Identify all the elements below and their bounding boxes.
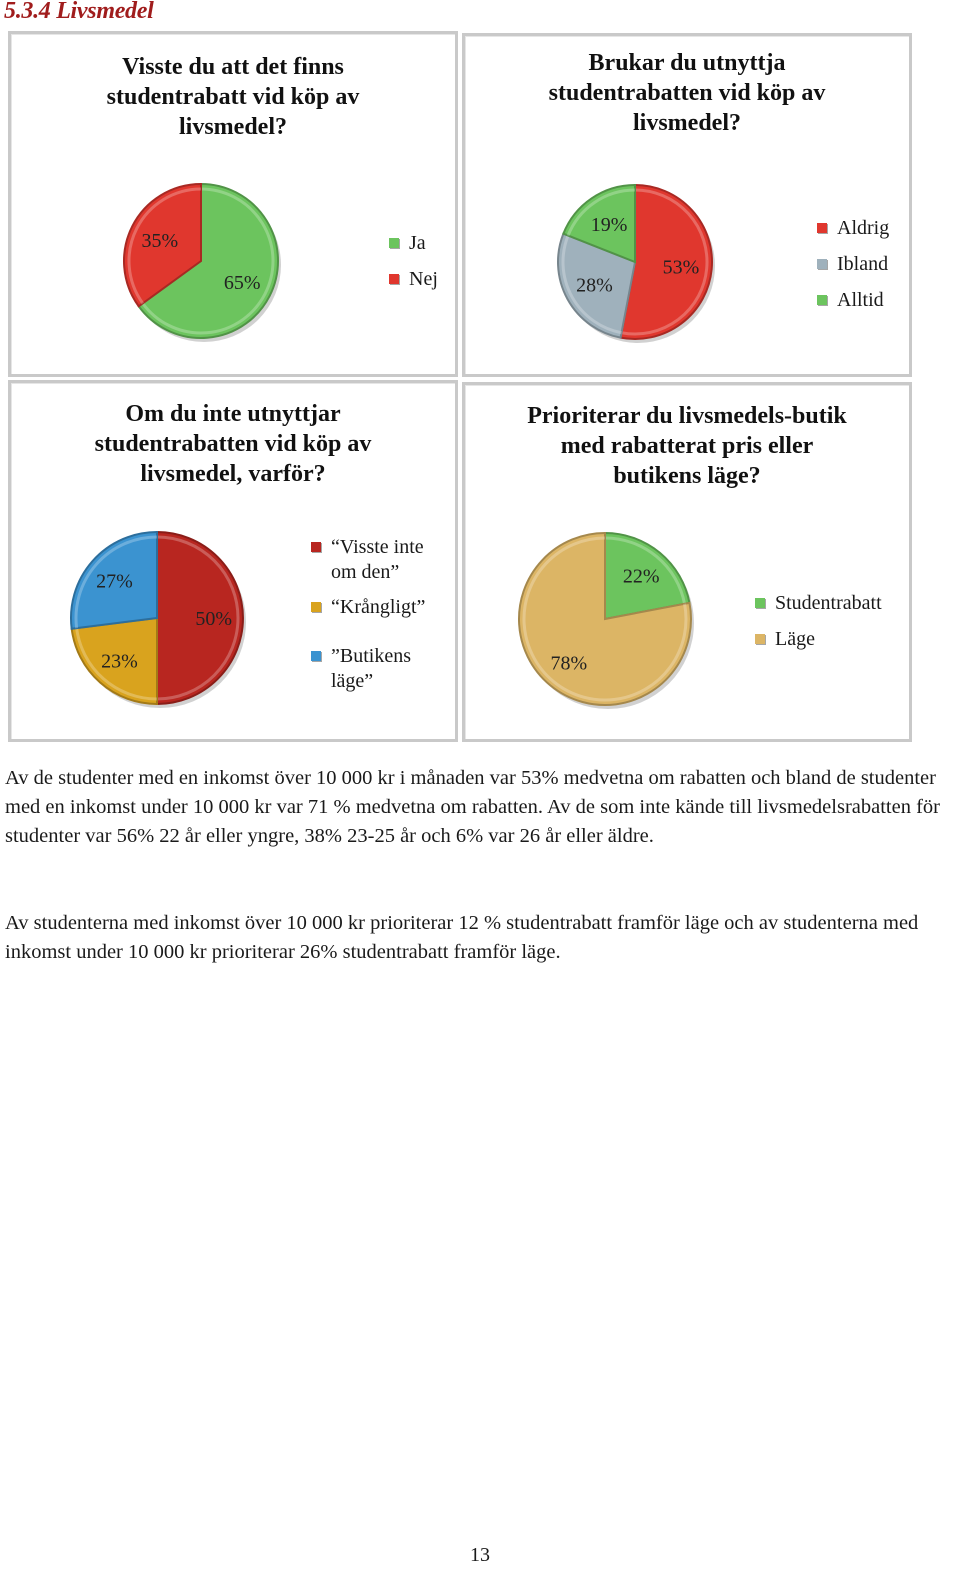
- pie-data-label: 50%: [195, 608, 233, 630]
- legend-item: [755, 627, 882, 652]
- pie-data-label: 35%: [141, 230, 179, 253]
- chart-panel-awareness: [8, 31, 458, 377]
- pie-data-label: 23%: [101, 650, 138, 673]
- legend-swatch-alltid: [817, 295, 827, 305]
- legend-item: [311, 595, 425, 620]
- legend-item: [817, 216, 889, 241]
- legend-label: “Visste inte: [331, 536, 424, 558]
- legend-item: [755, 591, 882, 616]
- legend-swatch-ja: [389, 238, 399, 248]
- legend-item: [389, 267, 438, 292]
- chart-title-line: med rabatterat pris eller: [560, 433, 814, 459]
- legend-label: Nej: [409, 268, 438, 290]
- chart-title-line: studentrabatten vid köp av: [94, 431, 372, 457]
- pie-data-label: 19%: [590, 213, 628, 236]
- legend-label: ”Butikens: [331, 645, 411, 667]
- legend-label: Aldrig: [837, 217, 890, 239]
- legend-label: Studentrabatt: [775, 592, 882, 614]
- legend-label: Läge: [775, 628, 815, 650]
- legend-item: [389, 231, 438, 256]
- body-paragraph: Av de studenter med en inkomst över 10 000 kr i månaden var 53% medvetna om rabatten och bland de studenter med en inkomst under 10 000 kr var 71 % medvetna om rabatten. Av de som inte kände till livsmedelsrabatten för studenter var 56% 22 år eller yngre, 38% 23-25 år och 6% var 26 år eller äldre.: [5, 767, 940, 847]
- section-heading: 5.3.4 Livsmedel: [4, 0, 154, 24]
- chart-title-line: Brukar du utnyttja: [588, 50, 786, 76]
- legend-label: om den”: [331, 561, 400, 583]
- pie-data-label: 27%: [96, 570, 133, 593]
- chart-legend: [755, 591, 882, 663]
- legend-label: “Krångligt”: [331, 596, 426, 618]
- legend-swatch-krangligt: [311, 602, 321, 612]
- legend-swatch-aldrig: [817, 223, 827, 233]
- pie-data-label: 65%: [223, 271, 261, 294]
- chart-title-line: Om du inte utnyttjar: [125, 401, 341, 427]
- chart-title-line: Visste du att det finns: [122, 54, 344, 80]
- legend-item: [817, 288, 889, 313]
- body-paragraph: Av studenterna med inkomst över 10 000 kr prioriterar 12 % studentrabatt framför läge och av studenterna med inkomst under 10 000 kr prioriterar 26% studentrabatt framför läge.: [5, 912, 919, 963]
- legend-swatch-ibland: [817, 259, 827, 269]
- legend-swatch-visste-inte: [311, 542, 321, 552]
- chart-title-line: livsmedel?: [179, 114, 287, 140]
- legend-label: läge”: [331, 670, 374, 692]
- legend-item: [311, 644, 425, 694]
- chart-legend: [311, 535, 425, 705]
- chart-title-line: livsmedel?: [633, 110, 741, 136]
- legend-label: Alltid: [837, 289, 884, 311]
- legend-item: [311, 535, 425, 585]
- chart-panel-priority: [462, 382, 912, 742]
- chart-panel-usage: [462, 33, 912, 377]
- chart-title-line: studentrabatt vid köp av: [106, 84, 360, 110]
- chart-title-line: butikens läge?: [613, 463, 761, 489]
- legend-label: Ja: [409, 232, 426, 254]
- legend-swatch-butikens-lage: [311, 651, 321, 661]
- legend-item: [817, 252, 889, 277]
- page-number: 13: [470, 1544, 490, 1566]
- chart-panel-reasons: [8, 380, 458, 742]
- chart-legend: [389, 231, 438, 303]
- legend-label: Ibland: [837, 253, 889, 275]
- legend-swatch-lage: [755, 634, 765, 644]
- legend-swatch-studentrabatt: [755, 598, 765, 608]
- pie-data-label: 53%: [662, 256, 700, 279]
- pie-data-label: 28%: [576, 274, 613, 297]
- legend-swatch-nej: [389, 274, 399, 284]
- pie-data-label: 22%: [622, 565, 660, 588]
- pie-chart-awareness: [11, 34, 455, 374]
- chart-title-line: Prioriterar du livsmedels-butik: [527, 403, 847, 429]
- chart-title-line: livsmedel, varför?: [140, 461, 326, 487]
- pie-chart-priority: [465, 385, 909, 739]
- pie-data-label: 78%: [550, 652, 588, 675]
- chart-legend: [817, 216, 889, 324]
- chart-title-line: studentrabatten vid köp av: [548, 80, 826, 106]
